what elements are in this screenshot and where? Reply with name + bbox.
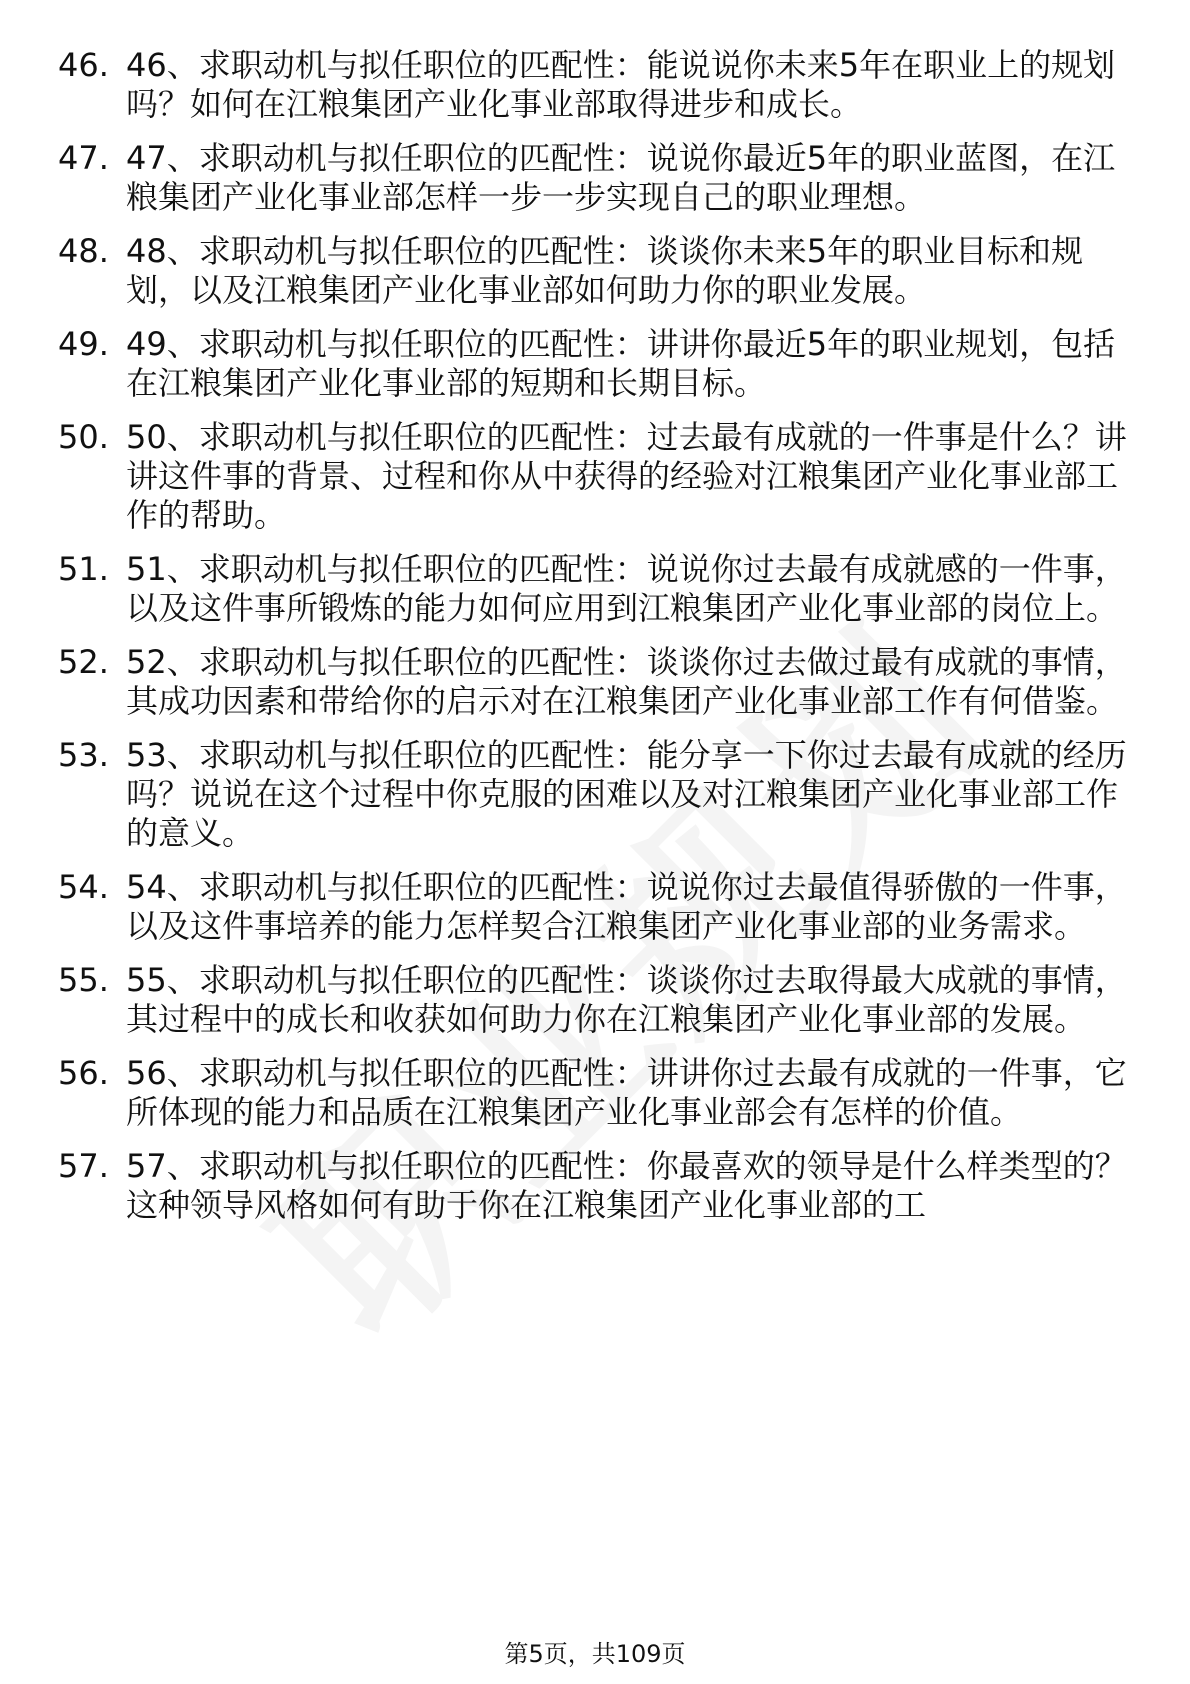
- question-number: 55.: [58, 961, 109, 999]
- question-number: 56.: [58, 1054, 109, 1092]
- question-number: 50.: [58, 418, 109, 456]
- question-list: [58, 46, 1128, 1240]
- question-item-49: [58, 325, 1128, 403]
- question-text: 48、求职动机与拟任职位的匹配性：谈谈你未来5年的职业目标和规划，以及江粮集团产业化事业部如何助力你的职业发展。: [126, 232, 1084, 309]
- question-item-52: [58, 643, 1128, 721]
- page-footer: 第5页，共109页: [504, 1640, 686, 1668]
- question-number: 53.: [58, 736, 109, 774]
- question-number: 54.: [58, 868, 109, 906]
- question-item-57: [58, 1147, 1128, 1225]
- question-item-47: [58, 139, 1128, 217]
- question-item-53: [58, 736, 1128, 853]
- question-text: 51、求职动机与拟任职位的匹配性：说说你过去最有成就感的一件事，以及这件事所锻炼的能力如何应用到江粮集团产业化事业部的岗位上。: [126, 550, 1127, 627]
- question-number: 49.: [58, 325, 109, 363]
- question-item-56: [58, 1054, 1128, 1132]
- question-text: 54、求职动机与拟任职位的匹配性：说说你过去最值得骄傲的一件事，以及这件事培养的能力怎样契合江粮集团产业化事业部的业务需求。: [126, 868, 1127, 945]
- question-item-46: [58, 46, 1128, 124]
- question-item-48: [58, 232, 1128, 310]
- question-text: 56、求职动机与拟任职位的匹配性：讲讲你过去最有成就的一件事，它所体现的能力和品质在江粮集团产业化事业部会有怎样的价值。: [126, 1054, 1127, 1131]
- question-text: 50、求职动机与拟任职位的匹配性：过去最有成就的一件事是什么？讲讲这件事的背景、过程和你从中获得的经验对江粮集团产业化事业部工作的帮助。: [126, 418, 1127, 534]
- question-number: 52.: [58, 643, 109, 681]
- question-text: 46、求职动机与拟任职位的匹配性：能说说你未来5年在职业上的规划吗？如何在江粮集团产业化事业部取得进步和成长。: [126, 46, 1116, 123]
- question-text: 49、求职动机与拟任职位的匹配性：讲讲你最近5年的职业规划，包括在江粮集团产业化事业部的短期和长期目标。: [126, 325, 1116, 402]
- question-text: 53、求职动机与拟任职位的匹配性：能分享一下你过去最有成就的经历吗？说说在这个过程中你克服的困难以及对江粮集团产业化事业部工作的意义。: [126, 736, 1127, 852]
- question-text: 57、求职动机与拟任职位的匹配性：你最喜欢的领导是什么样类型的？这种领导风格如何有助于你在江粮集团产业化事业部的工: [126, 1147, 1127, 1224]
- question-number: 47.: [58, 139, 109, 177]
- question-number: 51.: [58, 550, 109, 588]
- question-text: 55、求职动机与拟任职位的匹配性：谈谈你过去取得最大成就的事情，其过程中的成长和收获如何助力你在江粮集团产业化事业部的发展。: [126, 961, 1127, 1038]
- question-text: 52、求职动机与拟任职位的匹配性：谈谈你过去做过最有成就的事情，其成功因素和带给你的启示对在江粮集团产业化事业部工作有何借鉴。: [126, 643, 1127, 720]
- question-number: 48.: [58, 232, 109, 270]
- question-item-54: [58, 868, 1128, 946]
- question-item-50: [58, 418, 1128, 535]
- question-number: 46.: [58, 46, 109, 84]
- question-text: 47、求职动机与拟任职位的匹配性：说说你最近5年的职业蓝图，在江粮集团产业化事业部怎样一步一步实现自己的职业理想。: [126, 139, 1116, 216]
- question-item-51: [58, 550, 1128, 628]
- question-number: 57.: [58, 1147, 109, 1185]
- question-item-55: [58, 961, 1128, 1039]
